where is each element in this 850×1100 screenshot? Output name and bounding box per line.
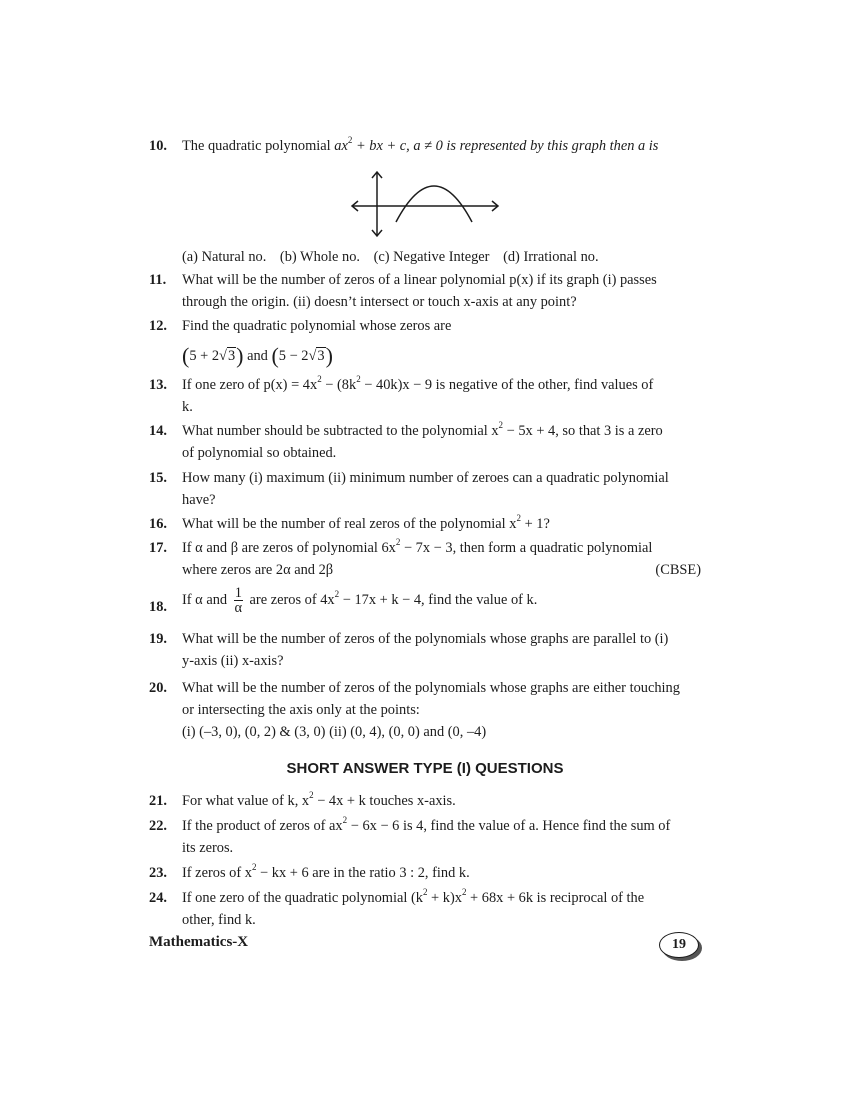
question-number: 13. <box>149 377 167 393</box>
option-a: (a) Natural no. <box>182 249 267 265</box>
zeros-expression: (5 + 2√3) and (5 − 2√3) <box>182 343 333 368</box>
section-heading: SHORT ANSWER TYPE (I) QUESTIONS <box>286 760 564 777</box>
question-text-line2: of polynomial so obtained. <box>182 445 337 461</box>
parabola-curve <box>396 186 472 222</box>
question-text-line3: (i) (–3, 0), (0, 2) & (3, 0) (ii) (0, 4), (0, 0) and (0, –4) <box>182 724 487 740</box>
question-text: If zeros of $x^2$ − kx + 6 are in the ratio 3 : 2, find k. <box>182 862 470 881</box>
question-number: 24. <box>149 890 167 906</box>
question-text-line2: k. <box>182 399 193 415</box>
question-number: 21. <box>149 793 167 809</box>
question-text-line2: where zeros are 2α and 2β (CBSE) <box>182 559 701 581</box>
question-text-line2: or intersecting the axis only at the points: <box>182 702 420 718</box>
question-number: 19. <box>149 631 167 647</box>
question-text-line1: If one zero of $p(x) = 4x^2 - (8k^2 - 40k)x - 9$ is negative of the other, find values of <box>182 374 654 393</box>
question-text-line2: other, find k. <box>182 912 256 928</box>
question-number: 15. <box>149 470 167 486</box>
q10-options <box>182 246 609 268</box>
question-text-line1: How many (i) maximum (ii) minimum number of zeroes can a quadratic polynomial <box>182 470 669 486</box>
question-text-line2: have? <box>182 492 216 508</box>
footer-title: Mathematics-X <box>149 934 249 950</box>
question-number: 23. <box>149 865 167 881</box>
question-number: 11. <box>149 272 167 288</box>
question-number: 10. <box>149 138 167 154</box>
question-number: 22. <box>149 818 167 834</box>
question-text: If α and $\frac{1}{\alpha}$ are zeros of $4x^2 - 17x + k - 4$, find the value of k. <box>182 585 538 616</box>
question-text-line1: What will be the number of zeros of the polynomials whose graphs are either touching <box>182 680 680 696</box>
question-text: The quadratic polynomial <box>182 138 335 154</box>
question-text-line2: through the origin. (ii) doesn’t intersect or touch x-axis at any point? <box>182 294 577 310</box>
question-text-line1: What number should be subtracted to the polynomial $x^2 - 5x + 4$, so that 3 is a zero <box>182 420 663 439</box>
question-number: 18. <box>149 599 167 615</box>
question-text-line1: If the product of zeros of $ax^2 - 6x - 6$ is 4, find the value of a. Hence find the sum of <box>182 815 671 834</box>
option-d: (d) Irrational no. <box>503 249 599 265</box>
question-text-line1: If α and β are zeros of polynomial $6x^2 - 7x - 3$, then form a quadratic polynomial <box>182 537 653 556</box>
question-text-line1: What will be the number of zeros of the polynomials whose graphs are parallel to (i) <box>182 631 669 647</box>
source-tag: (CBSE) <box>655 562 701 578</box>
option-c: (c) Negative Integer <box>373 249 490 265</box>
question-text-line1: If one zero of the quadratic polynomial $(k^2 + k)x^2 + 68x + 6k$ is reciprocal of the <box>182 887 645 906</box>
question-text-line1: What will be the number of zeros of a linear polynomial p(x) if its graph (i) passes <box>182 272 657 288</box>
question-number: 17. <box>149 540 167 556</box>
question-text-line2: y-axis (ii) x-axis? <box>182 653 284 669</box>
question-text-line2: its zeros. <box>182 840 234 856</box>
fraction-1-over-alpha: $\frac{1}{\alpha}$ <box>234 585 243 616</box>
page-number: 19 <box>659 932 699 958</box>
question-number: 16. <box>149 516 167 532</box>
question-text-line1: Find the quadratic polynomial whose zeros are <box>182 318 452 334</box>
question-text: For what value of k, $x^2 - 4x + k$ touches x-axis. <box>182 790 456 809</box>
parabola-graph <box>344 168 504 240</box>
question-number: 20. <box>149 680 167 696</box>
question-number: 12. <box>149 318 167 334</box>
question-number: 14. <box>149 423 167 439</box>
textbook-page: 10. The quadratic polynomial $ax^2$ + bx + c, a ≠ 0 is represented by this graph then a is (a) Natural no. (b) Whole no. (c) Negative Integer (d) Irrational no. 11. What will be the number of zeros of a linear polynomial p(x) if its graph (i) passes through the origin. (ii) doesn’t intersect or touch x-axis at any point? 12. Find the quadratic polynomial whose zeros are (5 + 2√3) and (5 − 2√3) 13. If one zero of $p(x) = 4x^2 - (8k^2 - 40k)x - 9$ is negative of the other, find values of k. 14. What number should be subtracted to the polynomial $x^2 - 5x + 4$, so that 3 is a zero of polynomial so obtained. 15. How many (i) maximum (ii) minimum number of zeroes can a quadratic polynomial have? 16. What will be the number of real zeros of the polynomial $x^2 + 1$? 17. If α and β are zeros of polynomial $6x^2 - 7x - 3$, then form a quadratic polynomial where zeros are 2α and 2β (CBSE) 18. If α and $\frac{1}{\alpha}$ are zeros of $4x^2 - 17x + k - 4$, find the value of k. 19. What will be the number of zeros of the polynomials whose graphs are parallel to (i) y-axis (ii) x-axis? 20. What will be the number of zeros of the polynomials whose graphs are either touching or intersecting the axis only at the points: (i) (–3, 0), (0, 2) & (3, 0) (ii) (0, 4), (0, 0) and (0, –4) SHORT ANSWER TYPE (I) QUESTIONS 21. For what value of k, $x^2 - 4x + k$ touches x-axis. 22. If the product of zeros of $ax^2 - 6x - 6$ is 4, find the value of a. Hence find the sum of its zeros. 23. If zeros of $x^2$ − kx + 6 are in the ratio 3 : 2, find k. 24. If one zero of the quadratic polynomial $(k^2 + k)x^2 + 68x + 6k$ is reciprocal of the other, find k. Mathematics-X 19 <box>0 0 850 1100</box>
option-b: (b) Whole no. <box>279 249 360 265</box>
question-text: What will be the number of real zeros of the polynomial $x^2 + 1$? <box>182 513 550 532</box>
